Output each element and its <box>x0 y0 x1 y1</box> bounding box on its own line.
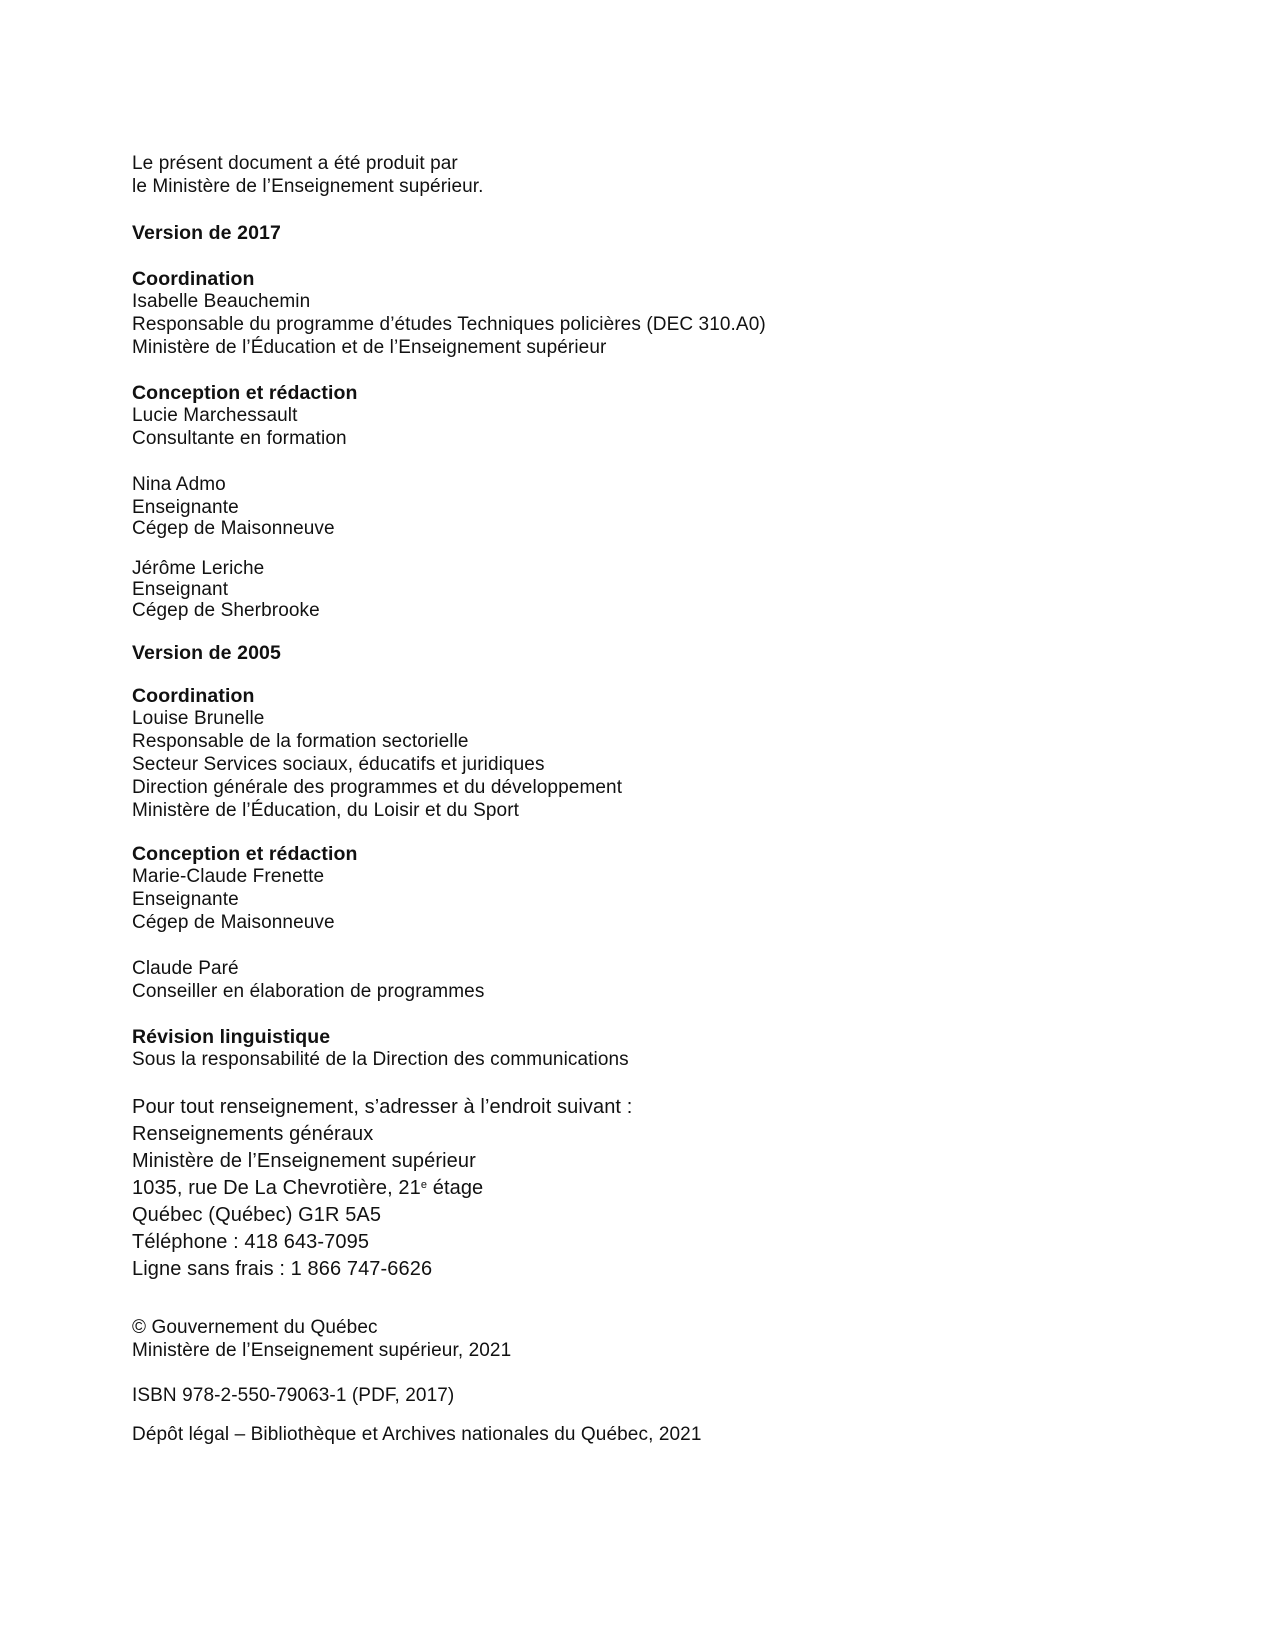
heading-version-2005: Version de 2005 <box>132 642 281 664</box>
coordinator-role-2005: Responsable de la formation sectorielle <box>132 731 469 752</box>
author-3-name-2017: Jérôme Leriche <box>132 558 265 579</box>
author-2-role-2017: Enseignante <box>132 497 239 518</box>
heading-revision: Révision linguistique <box>132 1026 331 1048</box>
coordinator-name-2005: Louise Brunelle <box>132 708 265 729</box>
heading-conception-2017: Conception et rédaction <box>132 382 358 404</box>
coordinator-sector-2005: Secteur Services sociaux, éducatifs et juridiques <box>132 754 545 775</box>
copyright: © Gouvernement du Québec <box>132 1317 378 1338</box>
legal-deposit: Dépôt légal – Bibliothèque et Archives nationales du Québec, 2021 <box>132 1424 702 1445</box>
author-2-name-2017: Nina Admo <box>132 474 226 495</box>
heading-conception-2005: Conception et rédaction <box>132 843 358 865</box>
copyright-ministry: Ministère de l’Enseignement supérieur, 2021 <box>132 1340 512 1361</box>
revision-text: Sous la responsabilité de la Direction des communications <box>132 1049 629 1070</box>
heading-version-2017: Version de 2017 <box>132 222 281 244</box>
author-1-role-2005: Enseignante <box>132 889 239 910</box>
intro-line-2: le Ministère de l’Enseignement supérieur. <box>132 176 484 197</box>
contact-address <box>132 1175 483 1201</box>
contact-intro: Pour tout renseignement, s’adresser à l’endroit suivant : <box>132 1096 633 1118</box>
address-floor: étage <box>427 1177 484 1199</box>
author-2-org-2017: Cégep de Maisonneuve <box>132 518 335 539</box>
coordinator-org-2017: Ministère de l’Éducation et de l’Enseignement supérieur <box>132 337 607 358</box>
contact-tollfree: Ligne sans frais : 1 866 747-6626 <box>132 1258 433 1280</box>
coordinator-role-2017: Responsable du programme d’études Techniques policières (DEC 310.A0) <box>132 314 766 335</box>
author-1-org-2005: Cégep de Maisonneuve <box>132 912 335 933</box>
heading-coordination-2017: Coordination <box>132 268 255 290</box>
address-street: 1035, rue De La Chevrotière, 21 <box>132 1177 421 1199</box>
coordinator-name-2017: Isabelle Beauchemin <box>132 291 311 312</box>
isbn: ISBN 978-2-550-79063-1 (PDF, 2017) <box>132 1385 455 1406</box>
contact-general: Renseignements généraux <box>132 1123 374 1145</box>
heading-coordination-2005: Coordination <box>132 685 255 707</box>
coordinator-direction-2005: Direction générale des programmes et du développement <box>132 777 623 798</box>
contact-city: Québec (Québec) G1R 5A5 <box>132 1204 382 1226</box>
author-3-org-2017: Cégep de Sherbrooke <box>132 600 320 621</box>
author-1-name-2005: Marie-Claude Frenette <box>132 866 325 887</box>
author-1-role-2017: Consultante en formation <box>132 428 347 449</box>
coordinator-org-2005: Ministère de l’Éducation, du Loisir et du Sport <box>132 800 520 821</box>
author-2-name-2005: Claude Paré <box>132 958 239 979</box>
contact-phone: Téléphone : 418 643-7095 <box>132 1231 370 1253</box>
intro-line-1: Le présent document a été produit par <box>132 153 458 174</box>
address-floor-superscript: e <box>420 1179 428 1191</box>
contact-ministry: Ministère de l’Enseignement supérieur <box>132 1150 476 1172</box>
author-1-name-2017: Lucie Marchessault <box>132 405 298 426</box>
author-3-role-2017: Enseignant <box>132 579 229 600</box>
author-2-role-2005: Conseiller en élaboration de programmes <box>132 981 485 1002</box>
